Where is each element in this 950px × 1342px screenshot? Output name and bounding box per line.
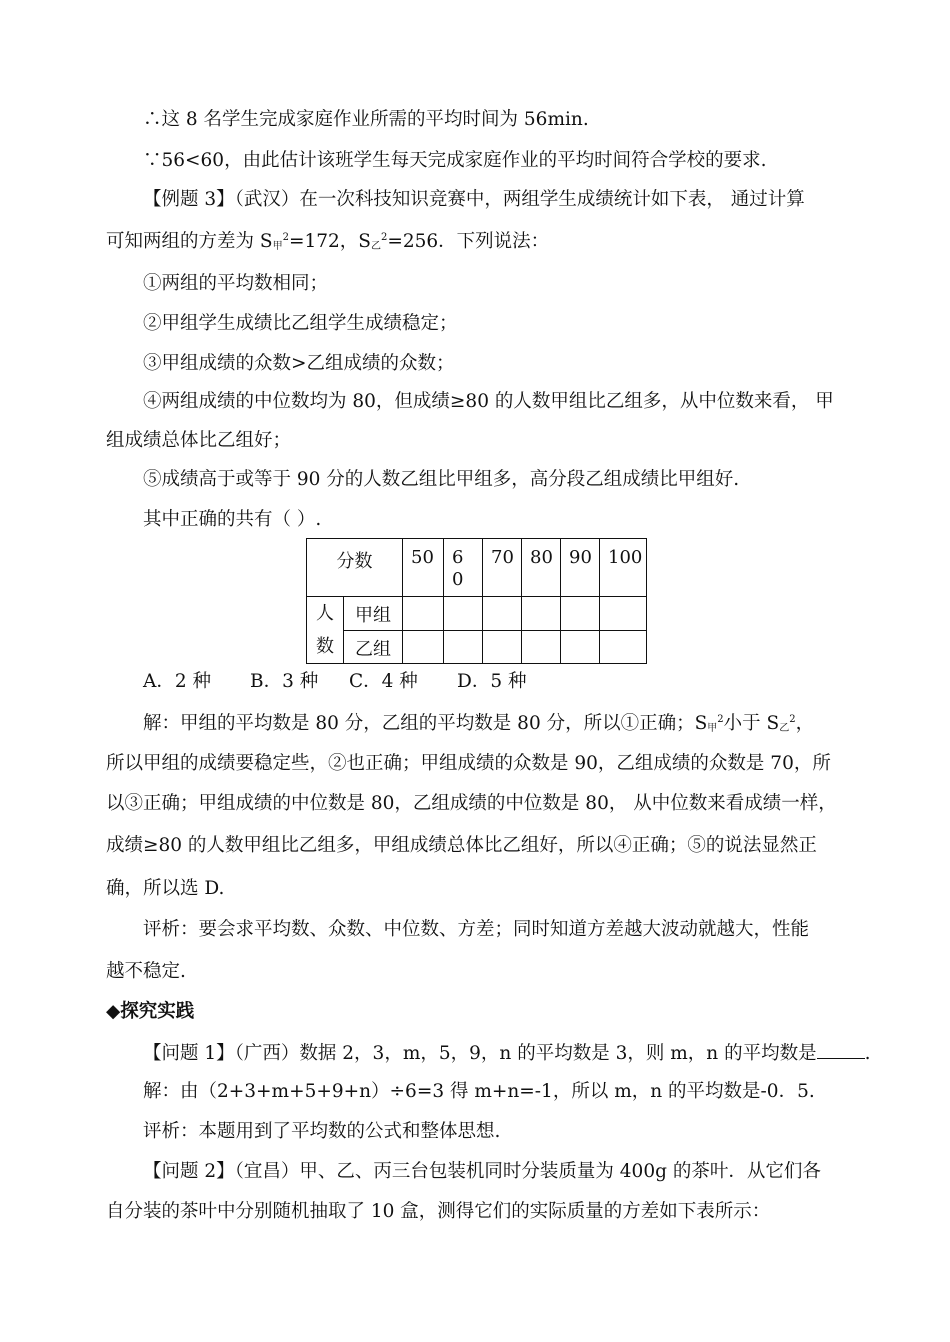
table-cell [483, 630, 522, 664]
solution-line: 所以甲组的成绩要稳定些，②也正确；甲组成绩的众数是 90，乙组成绩的众数是 70，所 [106, 753, 831, 774]
table-cell [403, 597, 444, 631]
table-cell [522, 630, 561, 664]
group-a-label: 甲组 [344, 597, 403, 631]
solution-line: 确，所以选 D. [106, 878, 225, 899]
choice-b: B．3 种 [250, 671, 319, 692]
solution-line: 成绩≥80 的人数甲组比乙组多，甲组成绩总体比乙组好，所以④正确；⑤的说法显然正 [106, 835, 817, 856]
table-cell [483, 597, 522, 631]
section-heading: ◆探究实践 [106, 1001, 195, 1022]
problem-1-solution: 解：由（2+3+m+5+9+n）÷6=3 得 m+n=-1，所以 m，n 的平均数是-0．5. [143, 1081, 815, 1102]
table-header: 分数 [307, 539, 403, 597]
statement-3: ③甲组成绩的众数>乙组成绩的众数； [143, 353, 455, 374]
text-line: 可知两组的方差为 S甲$^2$=172，S乙$^2$=256．下列说法： [106, 231, 550, 252]
choice-a: A．2 种 [143, 671, 212, 692]
table-cell [600, 597, 647, 631]
row-label: 人 数 [307, 597, 344, 664]
statement-5: ⑤成绩高于或等于 90 分的人数乙组比甲组多，高分段乙组成绩比甲组好. [143, 469, 740, 490]
problem-1: 【问题 1】（广西）数据 2，3，m，5，9，n 的平均数是 3，则 m，n 的平均数是 . [143, 1040, 870, 1066]
problem-1-comment: 评析：本题用到了平均数的公式和整体思想. [143, 1121, 501, 1142]
table-cell [561, 597, 600, 631]
text-line: ∵56<60，由此估计该班学生每天完成家庭作业的平均时间符合学校的要求. [143, 150, 767, 171]
table-cell [522, 597, 561, 631]
statement-4: ④两组成绩的中位数均为 80，但成绩≥80 的人数甲组比乙组多，从中位数来看， 甲 [143, 391, 834, 412]
statement-1: ①两组的平均数相同； [143, 273, 329, 294]
answer-choices [143, 670, 526, 694]
table-cell [444, 630, 483, 664]
text-line: ∴这 8 名学生完成家庭作业所需的平均时间为 56min. [143, 109, 589, 130]
comment-line: 评析：要会求平均数、众数、中位数、方差；同时知道方差越大波动就越大，性能 [143, 919, 810, 940]
problem-2: 【问题 2】（宜昌）甲、乙、丙三台包装机同时分装质量为 400g 的茶叶．从它们各 [143, 1161, 821, 1182]
table-col: 6 0 [444, 539, 483, 597]
question: 其中正确的共有（ ）. [143, 509, 322, 530]
solution-line: 解：甲组的平均数是 80 分，乙组的平均数是 80 分，所以①正确；S甲$^2$小于 S乙$^2$， [143, 713, 815, 734]
choice-c: C．4 种 [349, 671, 418, 692]
example-3-title: 【例题 3】（武汉）在一次科技知识竞赛中，两组学生成绩统计如下表， 通过计算 [143, 189, 805, 210]
table-cell [600, 630, 647, 664]
table-col: 50 [403, 539, 444, 597]
table-cell [561, 630, 600, 664]
table-col: 100 [600, 539, 647, 597]
problem-2-cont: 自分装的茶叶中分别随机抽取了 10 盒，测得它们的实际质量的方差如下表所示： [106, 1201, 771, 1222]
table-col: 80 [522, 539, 561, 597]
table-col: 70 [483, 539, 522, 597]
solution-line: 以③正确；甲组成绩的中位数是 80，乙组成绩的中位数是 80， 从中位数来看成绩一样， [106, 793, 837, 814]
choice-d: D．5 种 [457, 671, 527, 692]
table-cell [444, 597, 483, 631]
statement-4-cont: 组成绩总体比乙组好； [106, 430, 292, 451]
answer-blank [817, 1040, 865, 1059]
table-col: 90 [561, 539, 600, 597]
group-b-label: 乙组 [344, 630, 403, 664]
statement-2: ②甲组学生成绩比乙组学生成绩稳定； [143, 313, 458, 334]
table-cell [403, 630, 444, 664]
score-table [306, 538, 647, 664]
comment-line: 越不稳定. [106, 961, 186, 982]
